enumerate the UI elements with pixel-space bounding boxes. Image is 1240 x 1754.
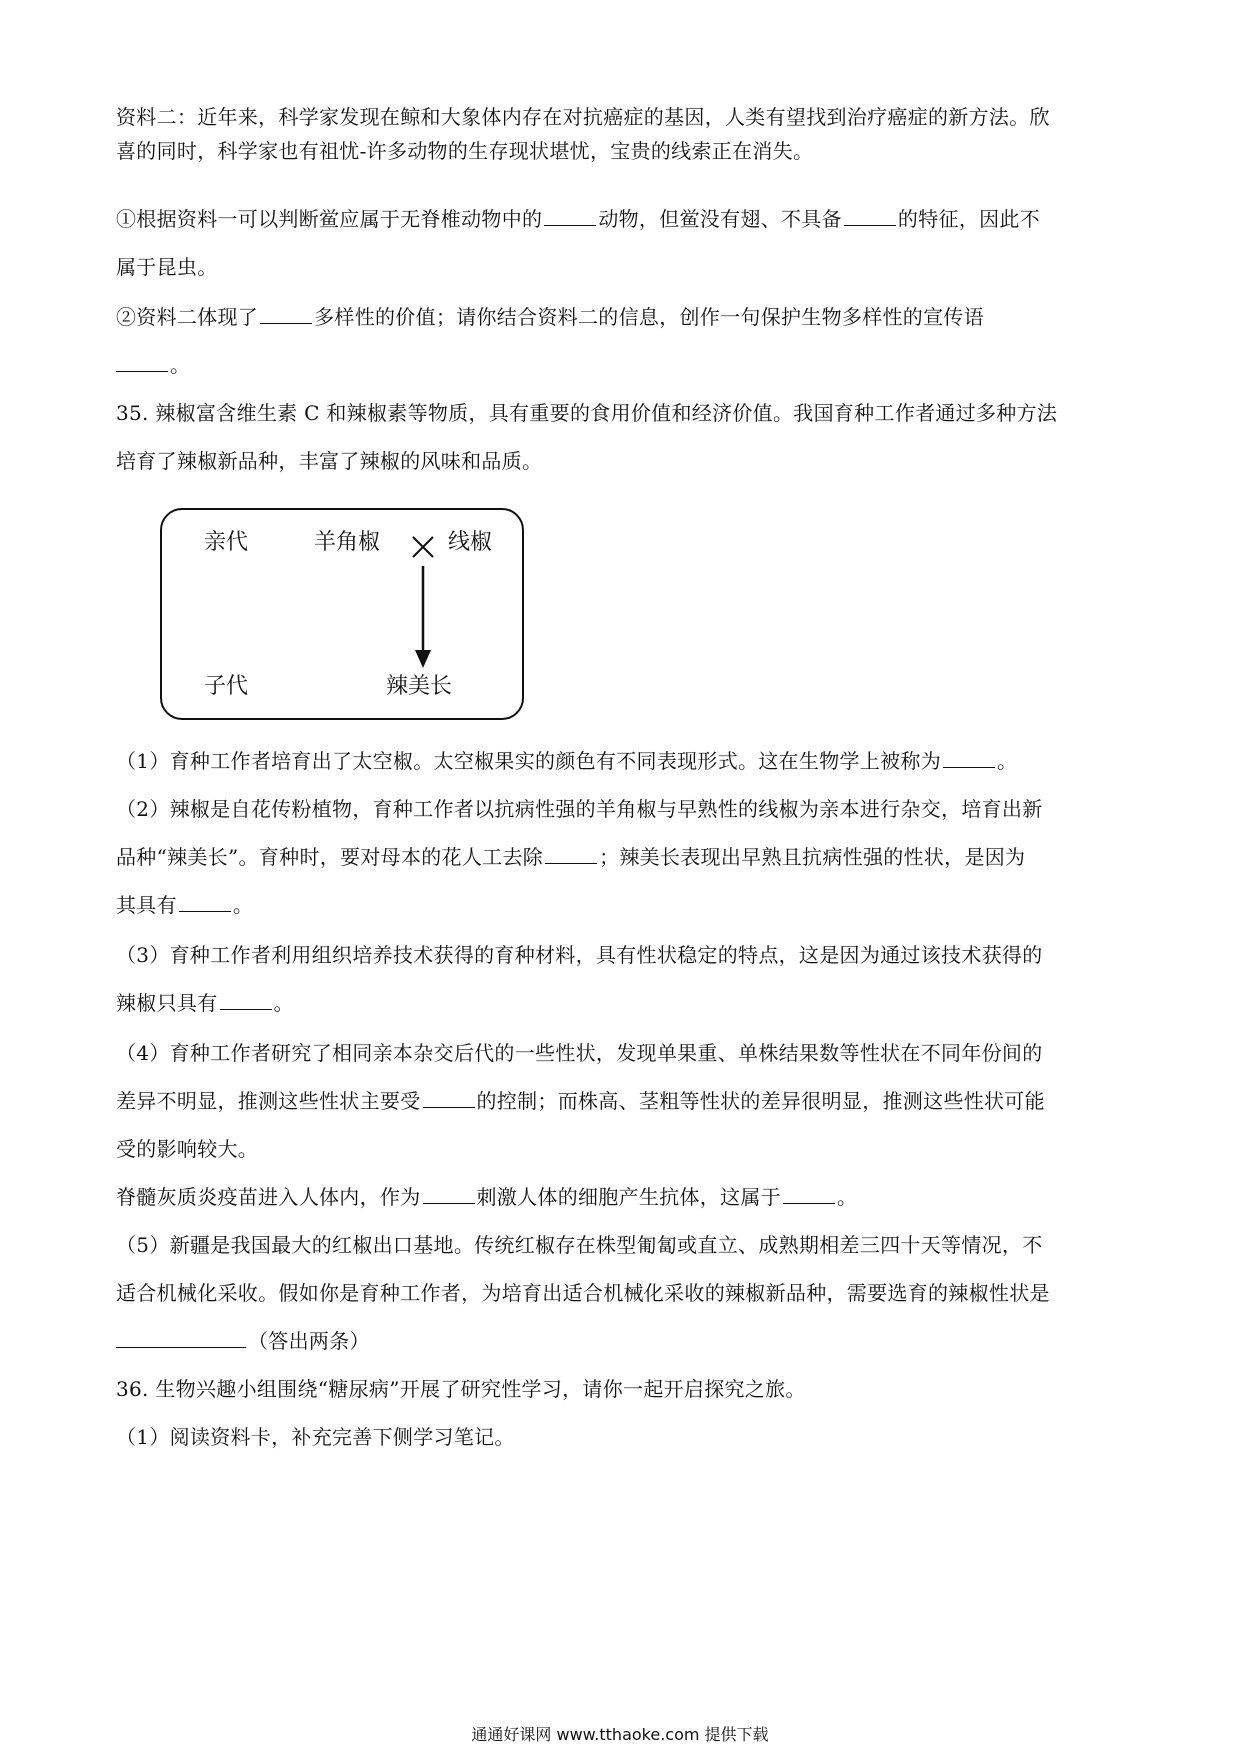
question-35-5-line-2: 适合机械化采收。假如你是育种工作者，为培育出适合机械化采收的辣椒新品种，需要选育的辣椒性状是 [116,1281,1050,1305]
question-2-line-2: 。 [116,350,1126,380]
answer-blank[interactable] [783,1185,835,1204]
question-35-4-line-2: 差异不明显，推测这些性状主要受 的控制；而株高、茎粗等性状的差异很明显，推测这些性状可能 [116,1089,1045,1113]
question-35-3-line-1: （3）育种工作者利用组织培养技术获得的育种材料，具有性状稳定的特点，这是因为通过该技术获得的 [116,943,1043,967]
question-35-1: （1）育种工作者培育出了太空椒。太空椒果实的颜色有不同表现形式。这在生物学上被称为 。 [116,749,1018,773]
answer-blank[interactable] [260,305,312,324]
answer-blank[interactable] [220,991,272,1010]
answer-blank[interactable] [179,893,231,912]
answer-blank[interactable] [116,353,168,372]
question-35-4-line-3: 受的影响较大。 [116,1137,259,1161]
question-35-line-2: 培育了辣椒新品种，丰富了辣椒的风味和品质。 [116,449,543,473]
parent-2-label: 线椒 [448,530,493,555]
page-footer: 通通好课网 www.tthaoke.com 提供下载 [471,1725,769,1744]
offspring-generation-label: 子代 [204,674,249,699]
material2-line-2: 喜的同时，科学家也有祖忧-许多动物的生存现状堪忧，宝贵的线索正在消失。 [116,139,814,163]
question-35-2-line-1: （2）辣椒是自花传粉植物，育种工作者以抗病性强的羊角椒与早熟性的线椒为亲本进行杂交，培育出新 [116,797,1043,821]
down-arrow-icon [408,566,438,670]
answer-blank[interactable] [116,1329,246,1348]
parent-generation-label: 亲代 [204,530,249,555]
vaccine-question: 脊髓灰质炎疫苗进入人体内，作为 刺激人体的细胞产生抗体，这属于 。 [116,1185,858,1209]
material2-line-1: 资料二：近年来，科学家发现在鲸和大象体内存在对抗癌症的基因，人类有望找到治疗癌症的新方法。欣 [116,105,1050,129]
question-35-2-line-3: 其具有 。 [116,893,254,917]
question-35-5-line-1: （5）新疆是我国最大的红椒出口基地。传统红椒存在株型匍匐或直立、成熟期相差三四十天等情况，不 [116,1233,1043,1257]
parent-1-label: 羊角椒 [314,530,381,555]
answer-blank[interactable] [544,207,596,226]
question-35-2-line-2: 品种“辣美长”。育种时，要对母本的花人工去除 ；辣美长表现出早熟且抗病性强的性状，是因为 [116,845,1026,869]
answer-blank[interactable] [844,207,896,226]
breeding-diagram [160,508,524,720]
cross-symbol-icon [408,530,438,560]
question-35-5-line-3: （答出两条） [116,1326,1126,1356]
question-36-line-1: 36. 生物兴趣小组围绕“糖尿病”开展了研究性学习，请你一起开启探究之旅。 [116,1377,806,1401]
answer-blank[interactable] [943,749,995,768]
question-2-line-1: ②资料二体现了 多样性的价值；请你结合资料二的信息，创作一句保护生物多样性的宣传语 [116,305,985,329]
question-35-line-1: 35. 辣椒富含维生素 C 和辣椒素等物质，具有重要的食用价值和经济价值。我国育种工作者通过多种方法 [116,401,1058,425]
question-35-3-line-2: 辣椒只具有 。 [116,991,294,1015]
question-35-4-line-1: （4）育种工作者研究了相同亲本杂交后代的一些性状，发现单果重、单株结果数等性状在不同年份间的 [116,1041,1043,1065]
question-36-line-2: （1）阅读资料卡，补充完善下侧学习笔记。 [116,1425,515,1449]
offspring-label: 辣美长 [386,674,453,699]
question-1-line-1: ①根据资料一可以判断鲎应属于无脊椎动物中的 动物，但鲎没有翅、不具备 的特征，因此不 [116,207,1041,231]
answer-blank[interactable] [423,1185,475,1204]
answer-blank[interactable] [423,1089,475,1108]
question-1-line-2: 属于昆虫。 [116,255,218,279]
answer-blank[interactable] [545,845,597,864]
